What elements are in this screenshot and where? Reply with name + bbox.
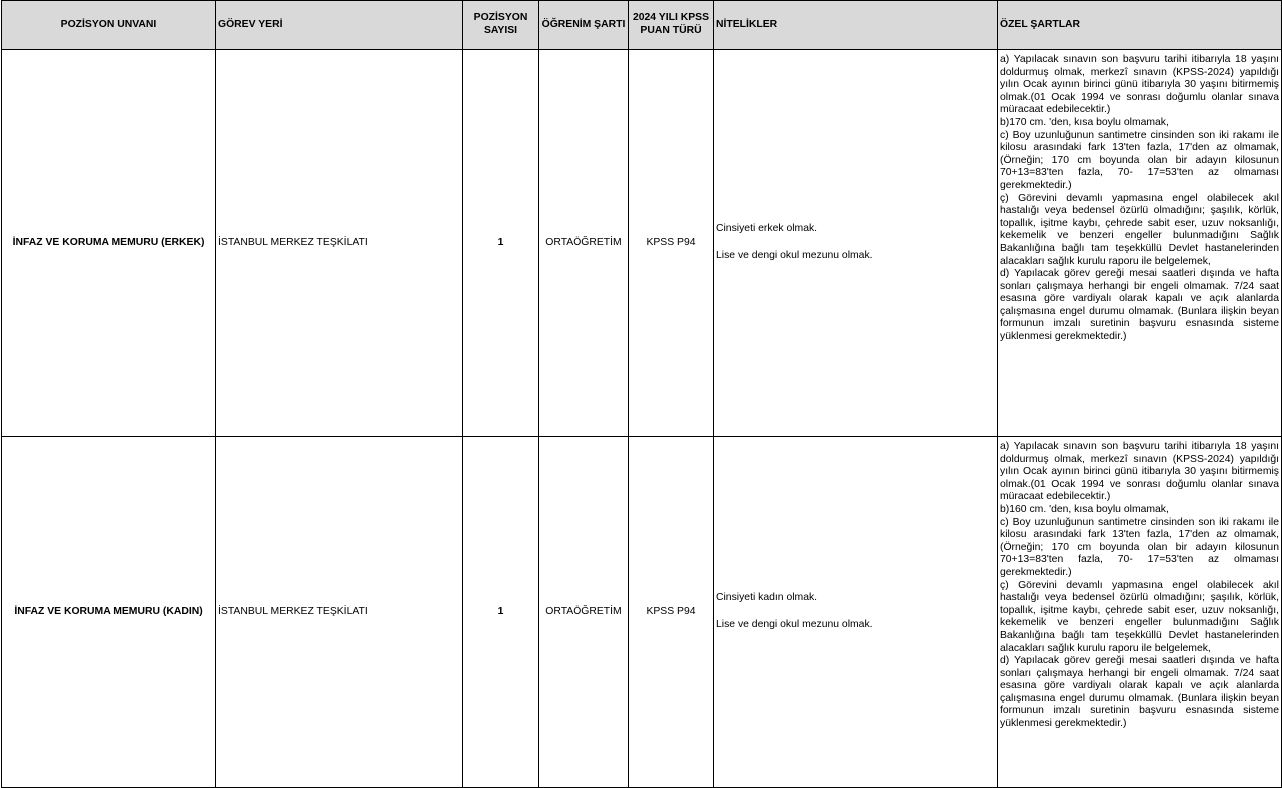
position-count-cell: 1 bbox=[463, 437, 539, 788]
header-position-title: POZİSYON UNVANI bbox=[2, 1, 216, 50]
position-title-cell: İNFAZ VE KORUMA MEMURU (ERKEK) bbox=[2, 50, 216, 437]
positions-table bbox=[1, 0, 1282, 788]
education-cell: ORTAÖĞRETİM bbox=[539, 437, 629, 788]
condition-b: b)160 cm. 'den, kısa boylu olmamak, bbox=[1000, 503, 1169, 515]
kpss-type-cell: KPSS P94 bbox=[629, 50, 714, 437]
header-kpss-type: 2024 YILI KPSS PUAN TÜRÜ bbox=[629, 1, 714, 50]
condition-c: c) Boy uzunluğunun santimetre cinsinden son iki rakamı ile kilosu arasındaki fark 13'ten fazla, 17'den az olmamak, (Örneğin; 170 cm boyunda olan bir adayın kilosunun 70+13=83'ten fazla, 70- 17=53'ten az olmaması gerekmektedir.) bbox=[1000, 129, 1279, 191]
qualification-education: Lise ve dengi okul mezunu olmak. bbox=[716, 250, 873, 261]
condition-b: b)170 cm. 'den, kısa boylu olmamak, bbox=[1000, 116, 1169, 128]
qualification-gender: Cinsiyeti erkek olmak. bbox=[716, 223, 818, 235]
condition-cc: ç) Görevini devamlı yapmasına engel olabilecek akıl hastalığı veya bedensel özürlü olmadığını; şaşılık, körlük, topallık, işitme kaybı, çehrede sabit eser, uzuv noksanlığı, kekemelik ve benzeri engeller bulunmadığını Sağlık Bakanlığına bağlı tam teşekküllü Devlet hastanelerinden alacakları sağlık kurulu raporu ile belgelemek, bbox=[1000, 579, 1279, 654]
condition-c: c) Boy uzunluğunun santimetre cinsinden son iki rakamı ile kilosu arasındaki fark 13'ten fazla, 17'den az olmamak, (Örneğin; 170 cm boyunda olan bir adayın kilosunun 70+13=83'ten fazla, 70- 17=53'ten az olmaması gerekmektedir.) bbox=[1000, 516, 1279, 578]
header-special-conditions: ÖZEL ŞARTLAR bbox=[998, 1, 1282, 50]
position-count-cell: 1 bbox=[463, 50, 539, 437]
header-position-count: POZİSYON SAYISI bbox=[463, 1, 539, 50]
duty-place-cell: İSTANBUL MERKEZ TEŞKİLATI bbox=[216, 437, 463, 788]
special-conditions-cell bbox=[998, 437, 1282, 788]
qualifications-cell bbox=[714, 437, 998, 788]
education-cell: ORTAÖĞRETİM bbox=[539, 50, 629, 437]
condition-d: d) Yapılacak görev gereği mesai saatleri dışında ve hafta sonları çalışmaya herhangi bir engeli olmamak. 7/24 saat esasına göre vardiyalı olarak kapalı ve açık alanlarda çalışmasına engel durumu olmamak. (Bunlara ilişkin beyan formunun imzalı suretinin başvuru esnasında sisteme yüklenmesi gerekmektedir.) bbox=[1000, 655, 1279, 730]
condition-d: d) Yapılacak görev gereği mesai saatleri dışında ve hafta sonları çalışmaya herhangi bir engeli olmamak. 7/24 saat esasına göre vardiyalı olarak kapalı ve açık alanlarda çalışmasına engel durumu olmamak. (Bunlara ilişkin beyan formunun imzalı suretinin başvuru esnasında sisteme yüklenmesi gerekmektedir.) bbox=[1000, 268, 1279, 343]
qualifications-cell bbox=[714, 50, 998, 437]
special-conditions-cell bbox=[998, 50, 1282, 437]
qualification-gender: Cinsiyeti kadın olmak. bbox=[716, 592, 818, 604]
header-duty-place: GÖREV YERİ bbox=[216, 1, 463, 50]
kpss-type-cell: KPSS P94 bbox=[629, 437, 714, 788]
condition-a: a) Yapılacak sınavın son başvuru tarihi itibarıyla 18 yaşını doldurmuş olmak, merkezî sınavın (KPSS-2024) yapıldığı yılın Ocak ayının birinci günü itibarıyla 30 yaşını bitirmemiş olmak.(01 Ocak 1994 ve sonrası doğumlu olanlar sınava müracaat edebilecektir.) bbox=[1000, 441, 1279, 503]
duty-place-cell: İSTANBUL MERKEZ TEŞKİLATI bbox=[216, 50, 463, 437]
condition-a: a) Yapılacak sınavın son başvuru tarihi itibarıyla 18 yaşını doldurmuş olmak, merkezî sınavın (KPSS-2024) yapıldığı yılın Ocak ayının birinci günü itibarıyla 30 yaşını bitirmemiş olmak.(01 Ocak 1994 ve sonrası doğumlu olanlar sınava müracaat edebilecektir.) bbox=[1000, 54, 1279, 116]
position-title-cell: İNFAZ VE KORUMA MEMURU (KADIN) bbox=[2, 437, 216, 788]
header-qualifications: NİTELİKLER bbox=[714, 1, 998, 50]
header-education: ÖĞRENİM ŞARTI bbox=[539, 1, 629, 50]
qualification-education: Lise ve dengi okul mezunu olmak. bbox=[716, 619, 873, 630]
header-row bbox=[2, 1, 1282, 50]
table-row bbox=[2, 437, 1282, 788]
condition-cc: ç) Görevini devamlı yapmasına engel olabilecek akıl hastalığı veya bedensel özürlü olmadığını; şaşılık, körlük, topallık, işitme kaybı, çehrede sabit eser, uzuv noksanlığı, kekemelik ve benzeri engeller bulunmadığını Sağlık Bakanlığına bağlı tam teşekküllü Devlet hastanelerinden alacakları sağlık kurulu raporu ile belgelemek, bbox=[1000, 192, 1279, 267]
table-row bbox=[2, 50, 1282, 437]
